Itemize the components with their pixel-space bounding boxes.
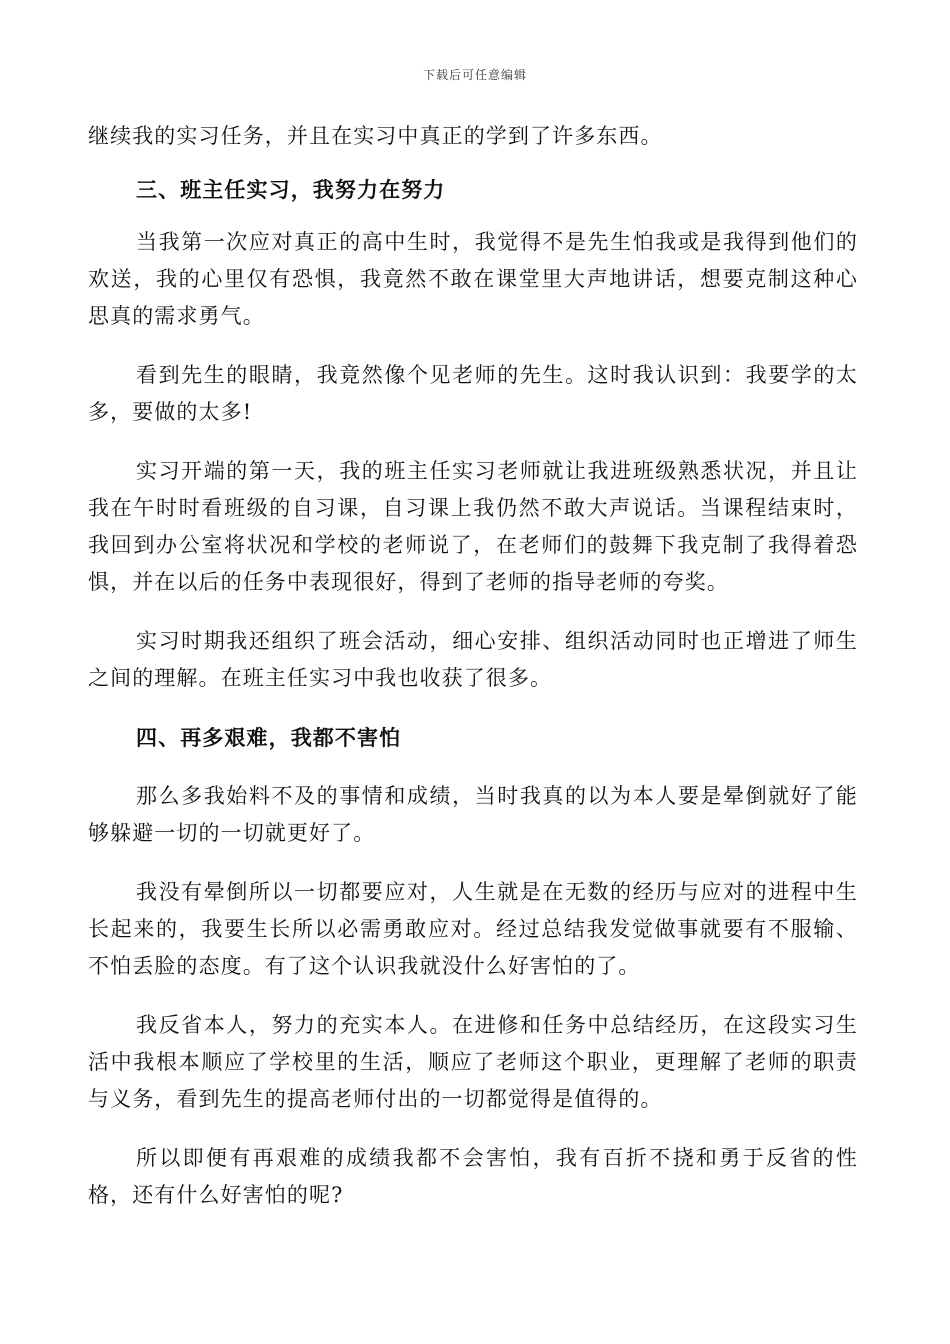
paragraph: 实习时期我还组织了班会活动，细心安排、组织活动同时也正增进了师生之间的理解。在班主任实习中我也收获了很多。 xyxy=(88,629,858,690)
paragraph: 看到先生的眼睛，我竟然像个见老师的先生。这时我认识到：我要学的太多，要做的太多! xyxy=(88,363,858,424)
paragraph: 所以即便有再艰难的成绩我都不会害怕，我有百折不挠和勇于反省的性格，还有什么好害怕的呢? xyxy=(88,1146,858,1207)
page-header: 下载后可任意编辑 xyxy=(422,68,527,82)
paragraph: 实习开端的第一天，我的班主任实习老师就让我进班级熟悉状况，并且让我在午时时看班级的自习课，自习课上我仍然不敢大声说话。当课程结束时，我回到办公室将状况和学校的老师说了，在老师们的鼓舞下我克制了我得着恐惧，并在以后的任务中表现很好，得到了老师的指导老师的夸奖。 xyxy=(88,459,858,594)
section-heading-4: 四、再多艰难，我都不害怕 xyxy=(136,725,402,750)
paragraph: 当我第一次应对真正的高中生时，我觉得不是先生怕我或是我得到他们的欢送，我的心里仅有恐惧，我竟然不敢在课堂里大声地讲话，想要克制这种心思真的需求勇气。 xyxy=(88,230,858,328)
paragraph: 我反省本人，努力的充实本人。在进修和任务中总结经历，在这段实习生活中我根本顺应了学校里的生活，顺应了老师这个职业，更理解了老师的职责与义务，看到先生的提高老师付出的一切都觉得是值得的。 xyxy=(88,1013,858,1111)
paragraph: 我没有晕倒所以一切都要应对，人生就是在无数的经历与应对的进程中生长起来的，我要生长所以必需勇敢应对。经过总结我发觉做事就要有不服输、不怕丢脸的态度。有了这个认识我就没什么好害怕的了。 xyxy=(88,880,858,978)
continued-paragraph: 继续我的实习任务，并且在实习中真正的学到了许多东西。 xyxy=(88,124,663,148)
paragraph: 那么多我始料不及的事情和成绩，当时我真的以为本人要是晕倒就好了能够躲避一切的一切就更好了。 xyxy=(88,784,858,845)
document-body xyxy=(88,118,858,1214)
section-heading-3: 三、班主任实习，我努力在努力 xyxy=(136,177,446,202)
